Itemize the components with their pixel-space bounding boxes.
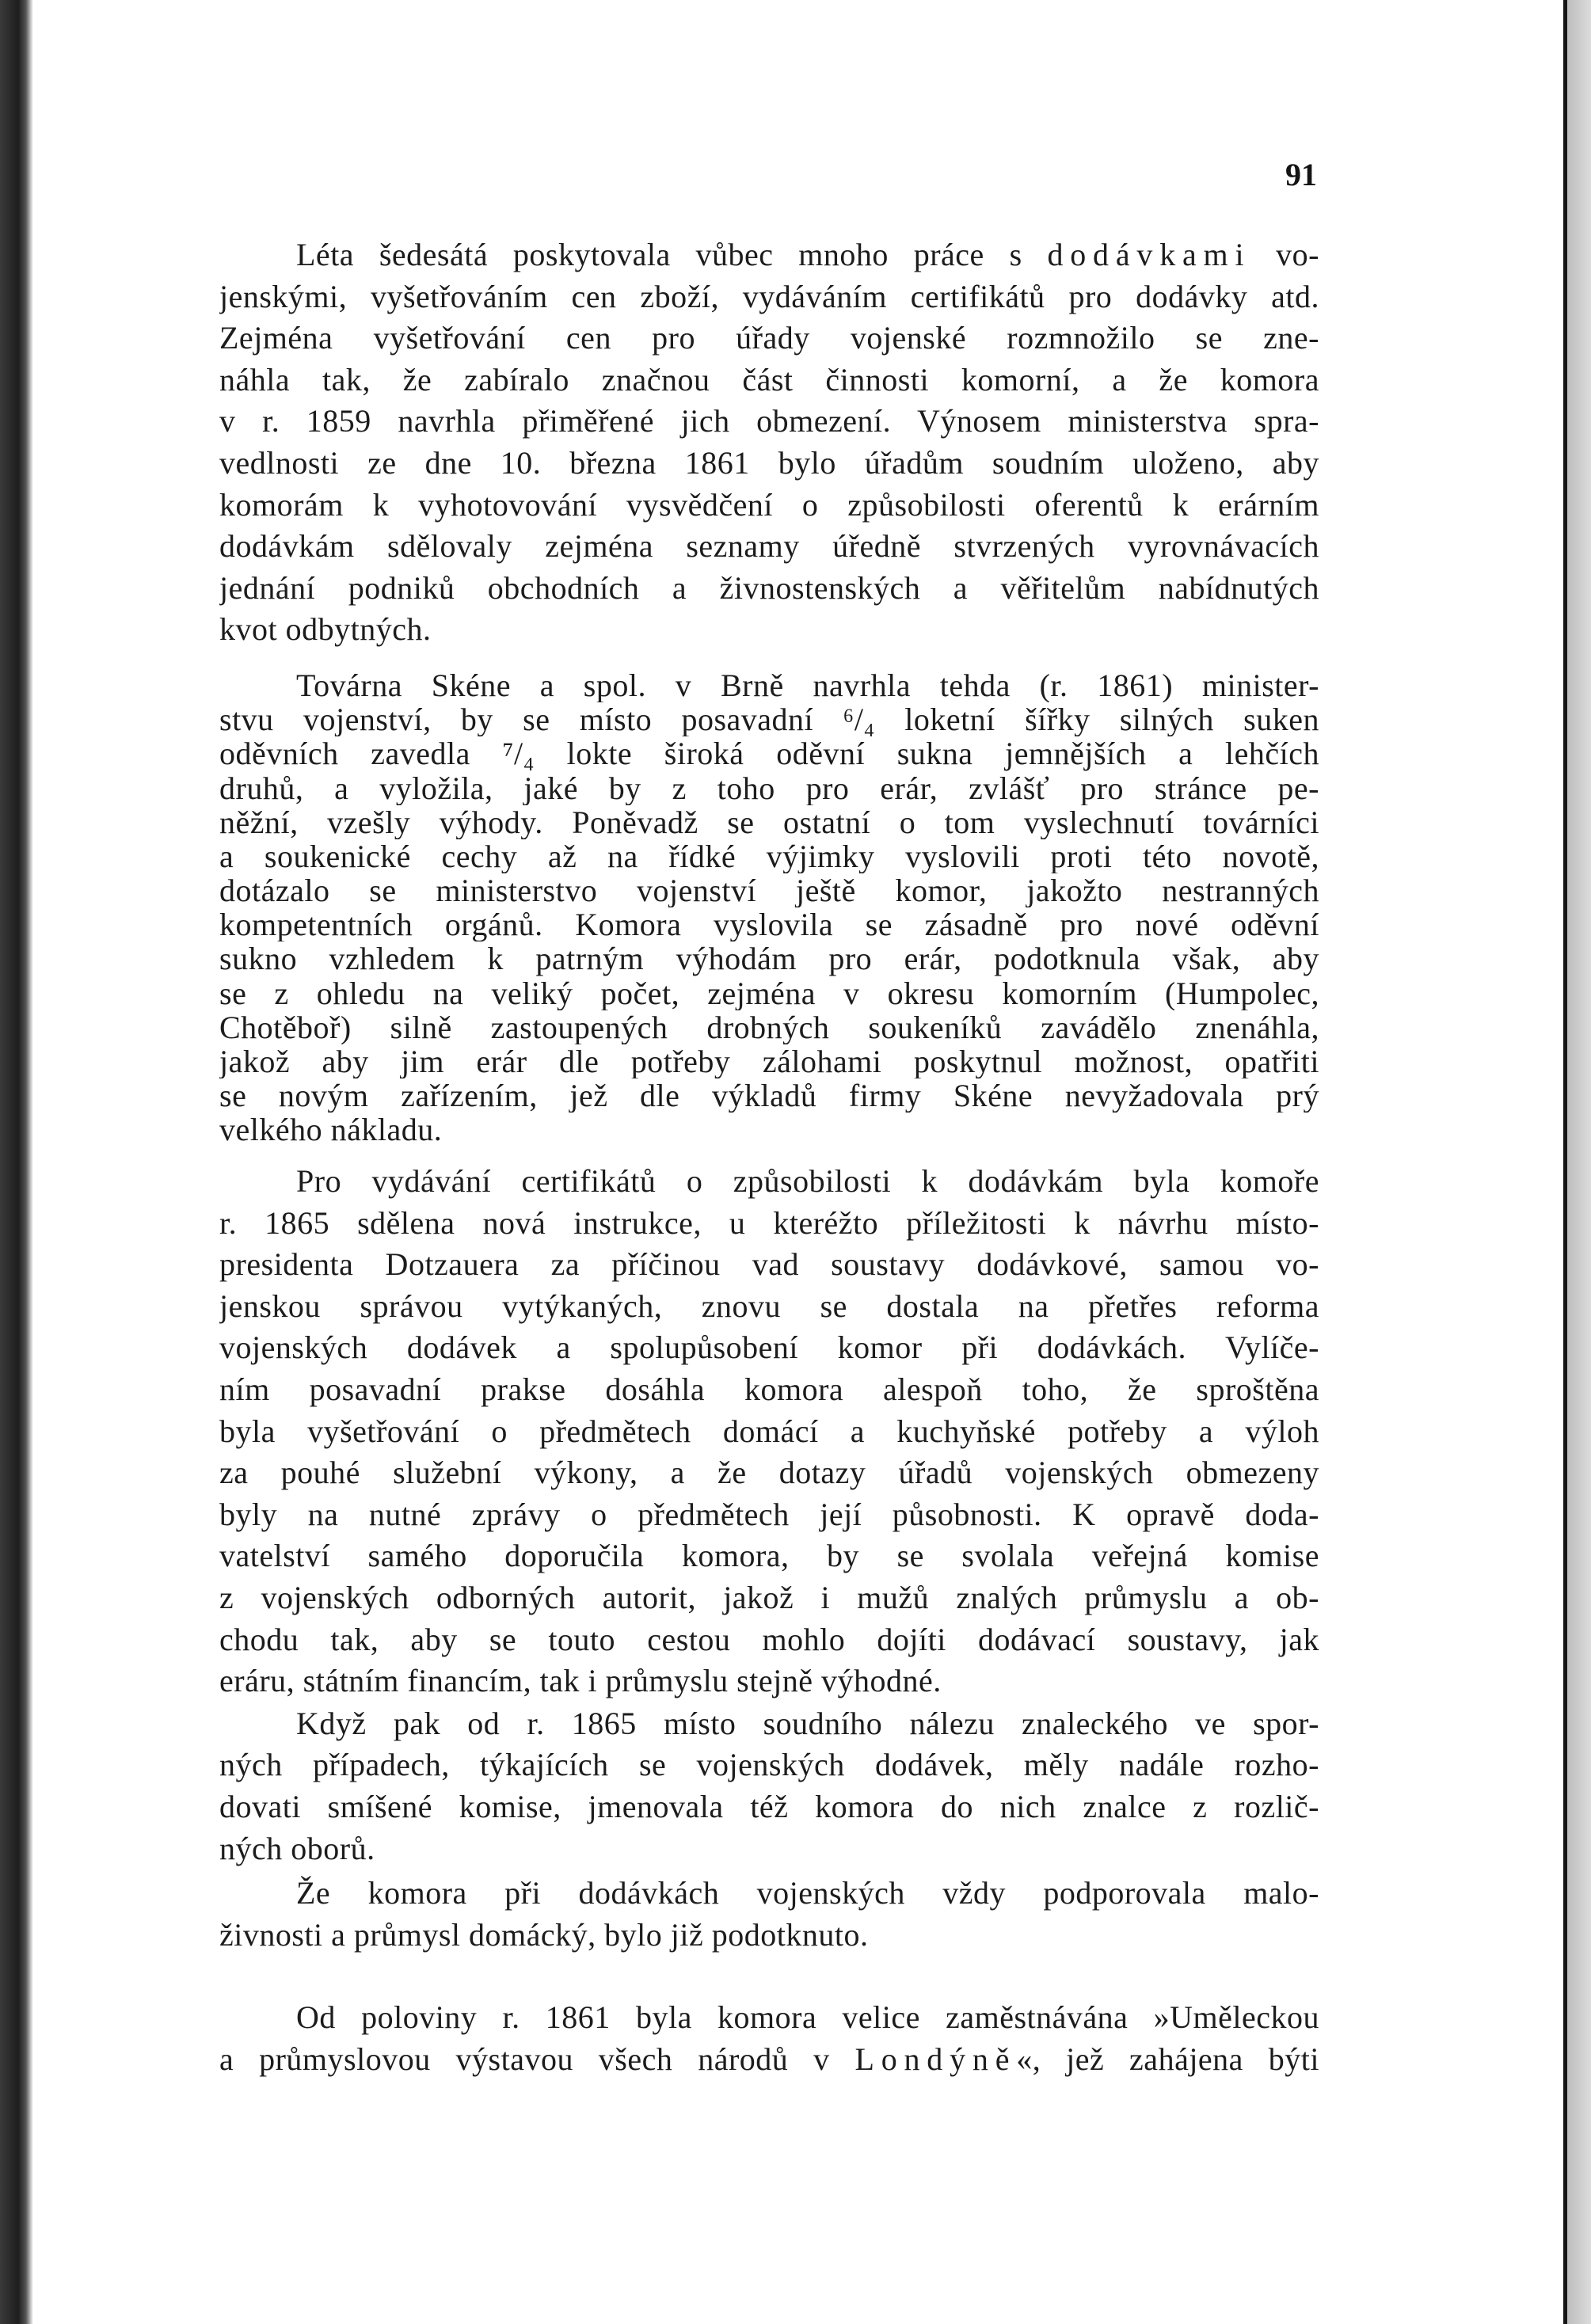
- text-line: ných oborů.: [219, 1830, 375, 1866]
- scan-border-left: [0, 0, 33, 2324]
- text-line: Že komora při dodávkách vojenských vždy podporovala malo-: [296, 1875, 1319, 1911]
- text-line: Když pak od r. 1865 místo soudního nálezu znaleckého ve spor-: [296, 1705, 1319, 1741]
- text-line: dovati smíšené komise, jmenovala též komora do nich znalce z rozlič-: [219, 1788, 1319, 1824]
- text-line: presidenta Dotzauera za příčinou vad soustavy dodávkové, samou vo-: [219, 1246, 1319, 1283]
- text-line: vedlnosti ze dne 10. března 1861 bylo úřadům soudním uloženo, aby: [219, 444, 1319, 481]
- paragraph: [219, 1161, 1319, 1702]
- text-line: jenskými, vyšetřováním cen zboží, vydáváním certifikátů pro dodávky atd.: [219, 278, 1319, 314]
- text-column: [219, 234, 1319, 2081]
- text-line: eráru, státním financím, tak i průmyslu stejně výhodné.: [219, 1663, 942, 1699]
- text-line: Zejména vyšetřování cen pro úřady vojenské rozmnožilo se zne-: [219, 320, 1319, 356]
- paragraph: [219, 234, 1319, 651]
- text-line: byla vyšetřování o předmětech domácí a kuchyňské potřeby a výloh: [219, 1413, 1319, 1449]
- paragraph: [219, 668, 1319, 1147]
- page-number: 91: [1285, 157, 1317, 192]
- text-line: oděvních zavedla ⁷/₄ lokte široká oděvní sukna jemnějších a lehčích: [219, 736, 1319, 771]
- paragraph: [219, 1997, 1319, 2080]
- spaced-text: Londýně: [854, 2041, 1017, 2077]
- text-line: Od poloviny r. 1861 byla komora velice zaměstnávána »Uměleckou: [296, 1999, 1319, 2036]
- spaced-text: dodávkami: [1047, 237, 1251, 272]
- scan-border-right: [1567, 0, 1591, 2324]
- text-line: Pro vydávání certifikátů o způsobilosti k dodávkám byla komoře: [296, 1163, 1319, 1200]
- text-line: velkého nákladu.: [219, 1113, 443, 1147]
- text-line: komorám k vyhotovování vysvědčení o způsobilosti oferentů k erárním: [219, 486, 1319, 523]
- text-line: dotázalo se ministerstvo vojenství ještě komor, jakožto nestranných: [219, 873, 1319, 908]
- text-line: byly na nutné zprávy o předmětech její působnosti. K opravě doda-: [219, 1496, 1319, 1532]
- text-line: a soukenické cechy až na řídké výjimky vyslovili proti této novotě,: [219, 839, 1319, 874]
- text-line: Chotěboř) silně zastoupených drobných soukeníků zavádělo znenáhla,: [219, 1010, 1319, 1044]
- text-line: se novým zařízením, jež dle výkladů firmy Skéne nevyžadovala prý: [219, 1078, 1319, 1113]
- text-line: živnosti a průmysl domácký, bylo již podotknuto.: [219, 1916, 869, 1953]
- text-line: ním posavadní prakse dosáhla komora alespoň toho, že sproštěna: [219, 1371, 1319, 1408]
- text-line: r. 1865 sdělena nová instrukce, u kteréžto příležitosti k návrhu místo-: [219, 1204, 1319, 1241]
- text-segment: «, jež zahájena býti: [1016, 2041, 1319, 2077]
- text-line: kvot odbytných.: [219, 611, 432, 648]
- text-segment: vo-: [1250, 237, 1319, 272]
- text-segment: a průmyslovou výstavou všech národů v: [219, 2041, 855, 2077]
- text-line: z vojenských odborných autorit, jakož i mužů znalých průmyslu a ob-: [219, 1580, 1319, 1615]
- text-line: se z ohledu na veliký počet, zejména v okresu komorním (Humpolec,: [219, 976, 1319, 1010]
- text-line: za pouhé služební výkony, a že dotazy úřadů vojenských obmezeny: [219, 1455, 1319, 1491]
- text-segment: Léta šedesátá poskytovala vůbec mnoho práce s: [296, 237, 1048, 272]
- text-line: kompetentních orgánů. Komora vyslovila se zásadně pro nové oděvní: [219, 907, 1319, 942]
- text-line: ných případech, týkajících se vojenských dodávek, měly nadále rozho-: [219, 1747, 1319, 1783]
- text-line: vojenských dodávek a spolupůsobení komor při dodávkách. Vylíče-: [219, 1329, 1319, 1366]
- paragraph: [219, 1703, 1319, 1869]
- text-line: Továrna Skéne a spol. v Brně navrhla tehda (r. 1861) minister-: [296, 668, 1319, 703]
- text-line: chodu tak, aby se touto cestou mohlo dojíti dodávací soustavy, jak: [219, 1621, 1319, 1657]
- text-line: v r. 1859 navrhla přiměřené jich obmezení. Výnosem ministerstva spra-: [219, 403, 1319, 439]
- text-line: jednání podniků obchodních a živnostenských a věřitelům nabídnutých: [219, 569, 1319, 606]
- text-line: jakož aby jim erár dle potřeby zálohami poskytnul možnost, opatřiti: [219, 1044, 1319, 1079]
- text-line: sukno vzhledem k patrným výhodám pro erár, podotknula však, aby: [219, 941, 1319, 976]
- paragraph: [219, 1873, 1319, 1956]
- text-line: náhla tak, že zabíralo značnou část činnosti komorní, a že komora: [219, 361, 1319, 397]
- text-line: stvu vojenství, by se místo posavadní ⁶/₄ loketní šířky silných suken: [219, 702, 1319, 737]
- text-line: dodávkám sdělovaly zejména seznamy úředně stvrzených vyrovnávacích: [219, 528, 1319, 565]
- text-line: [219, 234, 1319, 276]
- text-line: vatelství samého doporučila komora, by se svolala veřejná komise: [219, 1538, 1319, 1574]
- text-line: druhů, a vyložila, jaké by z toho pro erár, zvlášť pro stránce pe-: [219, 770, 1319, 805]
- text-line: [219, 2039, 1319, 2081]
- text-line: jenskou správou vytýkaných, znovu se dostala na přetřes reforma: [219, 1288, 1319, 1324]
- text-line: něžní, vzešly výhody. Poněvadž se ostatní o tom vyslechnutí továrníci: [219, 804, 1319, 839]
